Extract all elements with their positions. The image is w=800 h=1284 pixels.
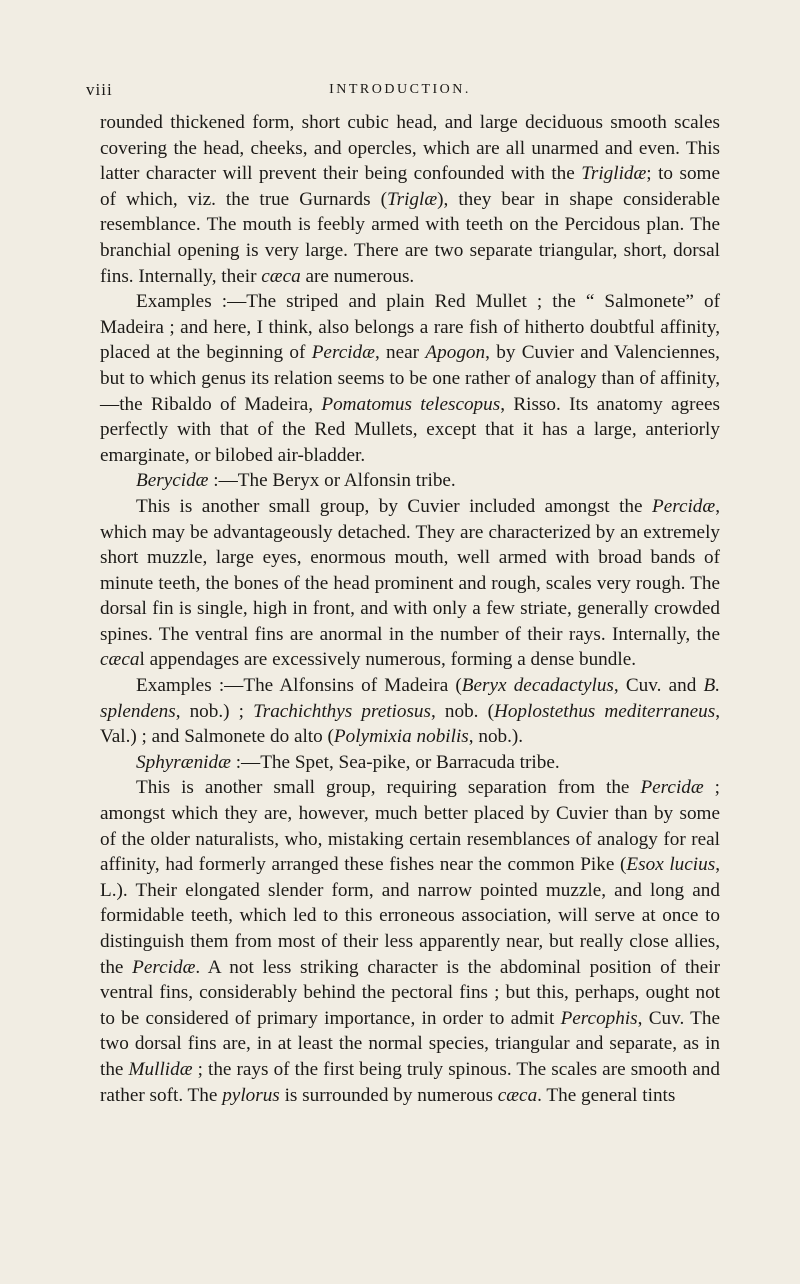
page-header xyxy=(0,80,800,104)
paragraph-text: Examples :—The Alfonsins of Madeira (Beryx decadactylus, Cuv. and B. splendens, nob.) ; Trachichthys pretiosus, nob. (Hoplostethus mediterraneus, Val.) ; and Salmonete do alto (Polymixia nobilis, nob.). xyxy=(100,675,721,748)
paragraph-text: This is another small group, requiring separation from the Percidæ ; amongst which they are, however, much better placed by Cuvier than by some of the older naturalists, who, mistaking certain resemblances of analogy for real affinity, had formerly arranged these fishes near the common Pike (Esox lucius, L.). Their elongated slender form, and narrow pointed muzzle, and long and formidable teeth, which led to this erroneous association, will serve at once to distinguish them from most of their less apparently near, but really close allies, the Percidæ. A not less striking character is the abdominal position of their ventral fins, considerably behind the pectoral fins ; but this, perhaps, ought not to be considered of primary importance, in order to admit Percophis, Cuv. The two dorsal fins are, in at least the normal species, triangular and separate, as in the Mullidæ ; the rays of the first being truly spinous. The scales are smooth and rather soft. The pylorus is surrounded by numerous cæca. The general tints xyxy=(100,777,720,1106)
paragraph-text: Sphyrænidæ :—The Spet, Sea-pike, or Barracuda tribe. xyxy=(136,751,560,773)
paragraph xyxy=(100,110,720,289)
paragraph-text: This is another small group, by Cuvier included amongst the Percidæ, which may be advantageously detached. They are characterized by an extremely short muzzle, large eyes, enormous mouth, well armed with broad bands of minute teeth, the bones of the head prominent and rough, scales very rough. The dorsal fin is single, high in front, and with only a few striate, generally crowded spines. The ventral fins are anormal in the number of their rays. Internally, the cæcal appendages are excessively numerous, forming a dense bundle. xyxy=(100,495,720,671)
paragraph xyxy=(100,289,720,468)
paragraph xyxy=(100,775,720,1108)
paragraph-text: Examples :—The striped and plain Red Mullet ; the “ Salmonete” of Madeira ; and here, I think, also belongs a rare fish of hitherto doubtful affinity, placed at the beginning of Percidæ, near Apogon, by Cuvier and Valenciennes, but to which genus its relation seems to be one rather of analogy than of affinity,—the Ribaldo of Madeira, Pomatomus telescopus, Risso. Its anatomy agrees perfectly with that of the Red Mullets, except that it has a large, anteriorly emarginate, or bilobed air-bladder. xyxy=(100,291,720,466)
body-text xyxy=(100,110,720,1108)
paragraph xyxy=(100,494,720,673)
section-heading xyxy=(100,468,720,494)
section-heading xyxy=(100,750,720,776)
paragraph-text: Berycidæ :—The Beryx or Alfonsin tribe. xyxy=(136,470,456,492)
paragraph xyxy=(100,673,720,750)
page-number: viii xyxy=(86,80,113,99)
running-head: INTRODUCTION. xyxy=(329,82,471,97)
paragraph-text: rounded thickened form, short cubic head, and large deciduous smooth scales covering the head, cheeks, and opercles, which are all unarmed and even. This latter character will prevent their being confounded with the Triglidæ; to some of which, viz. the true Gurnards (Triglæ), they bear in shape considerable resemblance. The mouth is feebly armed with teeth on the Percidous plan. The branchial opening is very large. There are two separate triangular, short, dorsal fins. Internally, their cæca are numerous. xyxy=(100,112,720,287)
